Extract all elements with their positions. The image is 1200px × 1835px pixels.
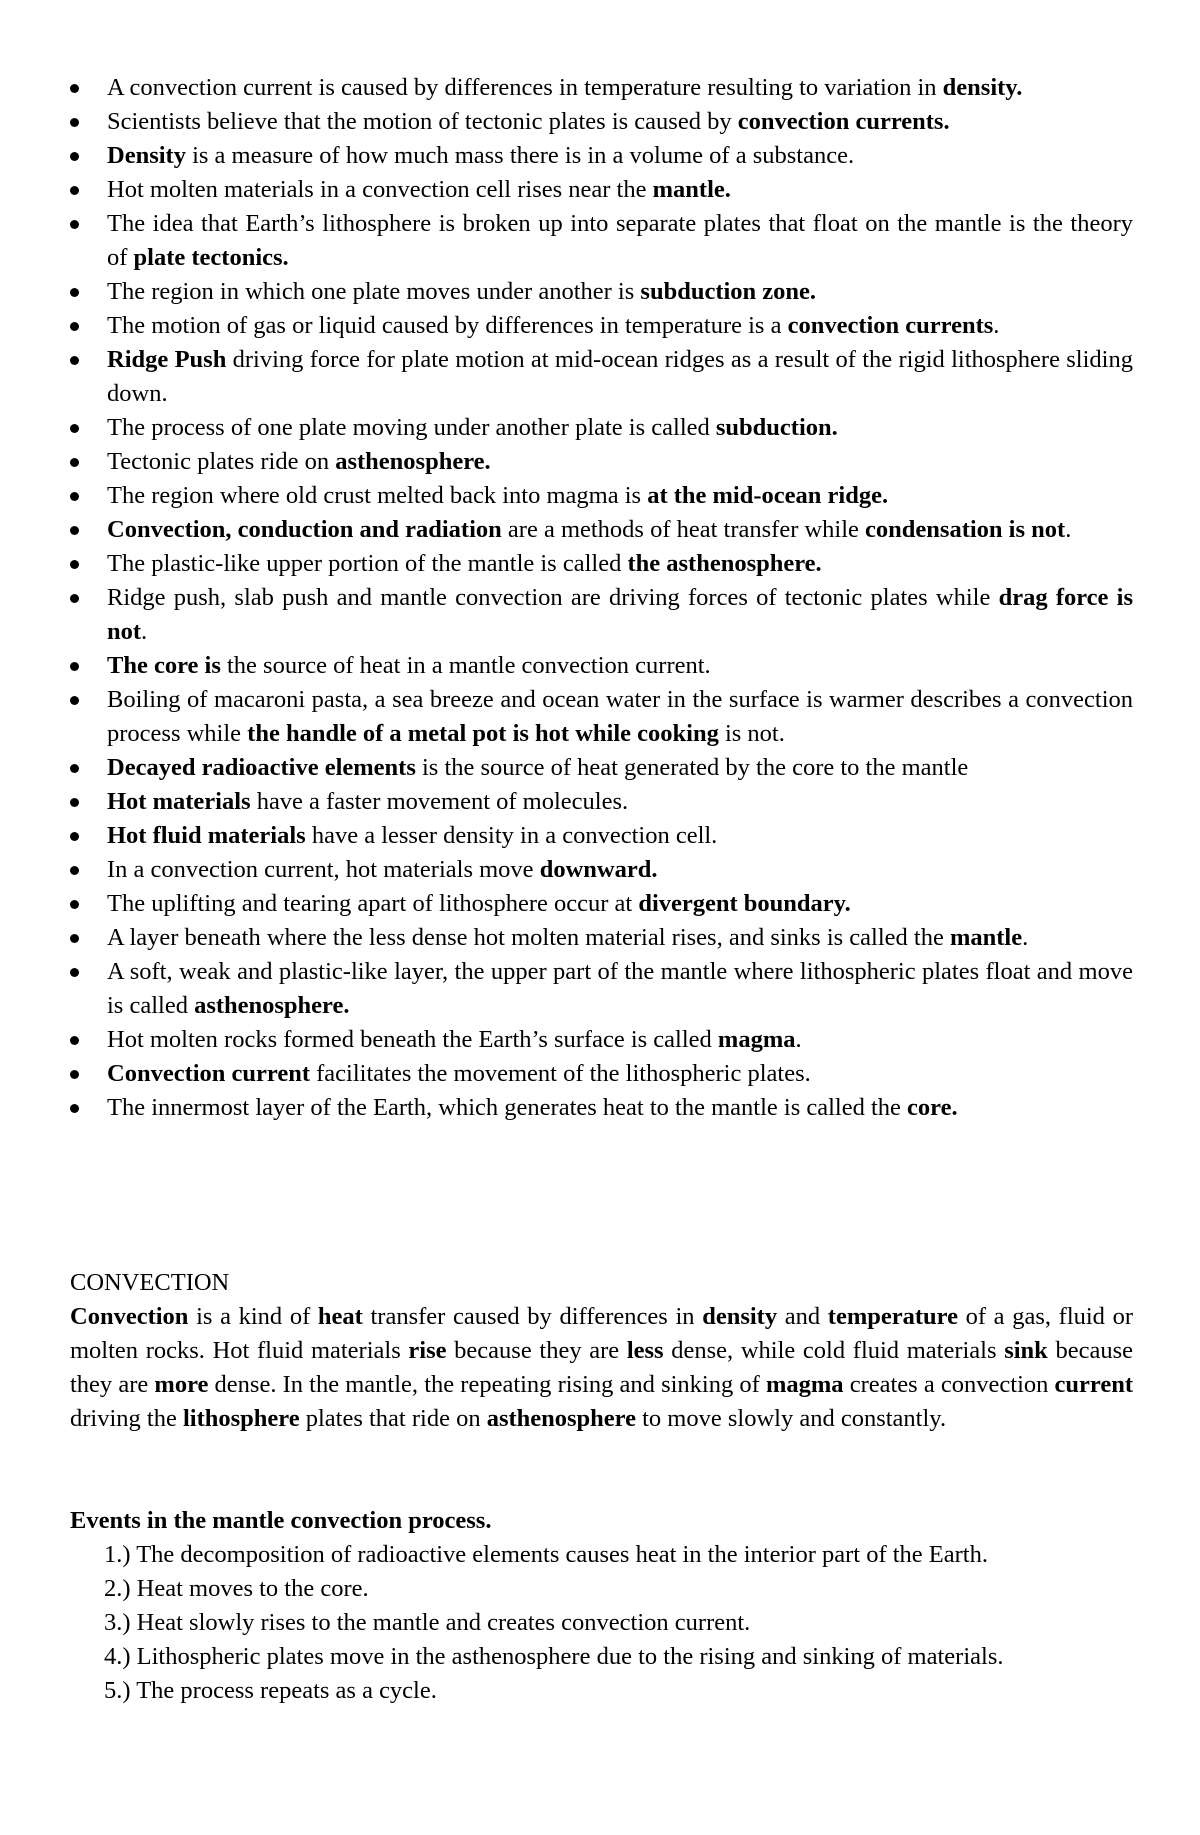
bullet-item: [70, 853, 1133, 887]
bold-text: magma: [717, 1026, 796, 1053]
text-run: of a gas, fluid or molten rocks. Hot fluid materials: [70, 1303, 1134, 1364]
text-run: In a convection current, hot materials move: [107, 856, 540, 883]
bold-text: the asthenosphere.: [627, 550, 822, 577]
bullet-item: [70, 547, 1133, 581]
text-run: The region in which one plate moves under another is: [107, 278, 641, 305]
bold-text: Hot fluid materials: [107, 822, 306, 849]
bullet-dot-icon: [70, 288, 79, 297]
bullet-dot-icon: [70, 1036, 79, 1045]
bullet-item: [70, 581, 1133, 649]
bullet-item: [70, 343, 1133, 411]
bullet-item: [70, 751, 1133, 785]
bullet-dot-icon: [70, 594, 79, 603]
text-run: Hot molten rocks formed beneath the Earth’s surface is called: [107, 1026, 718, 1053]
bold-text: drag force is not: [107, 584, 1133, 645]
bold-text: lithosphere: [182, 1405, 300, 1432]
bullet-item: [70, 139, 1133, 173]
text-run: facilitates the movement of the lithospheric plates.: [310, 1060, 811, 1087]
bullet-dot-icon: [70, 1070, 79, 1079]
bullet-dot-icon: [70, 118, 79, 127]
bold-text: core.: [907, 1094, 958, 1121]
bold-text: Decayed radioactive elements: [107, 754, 416, 781]
bold-text: mantle.: [652, 176, 731, 203]
text-run: because they are: [70, 1337, 1133, 1398]
bold-text: plate tectonics.: [133, 244, 289, 271]
bold-text: rise: [408, 1337, 447, 1364]
bullet-item: [70, 819, 1133, 853]
events-heading: Events in the mantle convection process.: [70, 1507, 492, 1534]
bullet-item: [70, 649, 1133, 683]
bullet-dot-icon: [70, 900, 79, 909]
bold-text: more: [154, 1371, 209, 1398]
bullet-dot-icon: [70, 1104, 79, 1113]
bullet-item: [70, 275, 1133, 309]
event-step: 5.) The process repeats as a cycle.: [104, 1677, 437, 1704]
text-run: transfer caused by differences in: [362, 1303, 703, 1330]
convection-heading: CONVECTION: [70, 1269, 230, 1296]
text-run: and: [777, 1303, 828, 1330]
bold-text: Convection current: [107, 1060, 310, 1087]
text-run: Scientists believe that the motion of tectonic plates is caused by: [107, 108, 738, 135]
bold-text: current: [1054, 1371, 1134, 1398]
bullet-dot-icon: [70, 220, 79, 229]
text-run: are a methods of heat transfer while: [501, 516, 866, 543]
bold-text: subduction.: [715, 414, 838, 441]
bullet-item: [70, 955, 1133, 1023]
bold-text: condensation is not: [865, 516, 1066, 543]
event-step: 4.) Lithospheric plates move in the asthenosphere due to the rising and sinking of materials.: [104, 1643, 1004, 1670]
bullet-item: [70, 309, 1133, 343]
bullet-dot-icon: [70, 560, 79, 569]
text-run: The idea that Earth’s lithosphere is broken up into separate plates that float on the mantle is the theory of: [107, 210, 1133, 271]
text-run: A layer beneath where the less dense hot molten material rises, and sinks is called the: [107, 924, 950, 951]
text-run: The plastic-like upper portion of the mantle is called: [107, 550, 628, 577]
bold-text: sink: [1004, 1337, 1048, 1364]
text-run: The innermost layer of the Earth, which generates heat to the mantle is called the: [107, 1094, 908, 1121]
text-run: Boiling of macaroni pasta, a sea breeze and ocean water in the surface is warmer describes a convection process while: [107, 686, 1133, 747]
bullet-item: [70, 513, 1133, 547]
bold-text: at the mid-ocean ridge.: [647, 482, 889, 509]
bullet-dot-icon: [70, 866, 79, 875]
text-run: driving the: [70, 1405, 183, 1432]
bold-text: asthenosphere.: [194, 992, 350, 1019]
text-run: The uplifting and tearing apart of lithosphere occur at: [107, 890, 639, 917]
bullet-item: [70, 71, 1133, 105]
bold-text: The core is: [107, 652, 221, 679]
bullet-dot-icon: [70, 356, 79, 365]
bullet-item: [70, 105, 1133, 139]
bold-text: Hot materials: [107, 788, 251, 815]
text-run: is a kind of: [188, 1303, 318, 1330]
event-step: 1.) The decomposition of radioactive elements causes heat in the interior part of the Earth.: [104, 1541, 988, 1568]
bullet-dot-icon: [70, 832, 79, 841]
bold-text: subduction zone.: [640, 278, 817, 305]
text-run: A soft, weak and plastic-like layer, the upper part of the mantle where lithospheric plates float and move is called: [107, 958, 1133, 1019]
text-run: The motion of gas or liquid caused by differences in temperature is a: [107, 312, 788, 339]
bold-text: less: [626, 1337, 664, 1364]
text-run: .: [993, 312, 1000, 339]
text-run: .: [141, 618, 148, 645]
bullet-item: [70, 785, 1133, 819]
bold-text: convection currents.: [737, 108, 950, 135]
text-run: .: [1065, 516, 1072, 543]
text-run: have a lesser density in a convection cell.: [305, 822, 718, 849]
text-run: to move slowly and constantly.: [636, 1405, 947, 1432]
bullet-dot-icon: [70, 322, 79, 331]
text-run: dense. In the mantle, the repeating rising and sinking of: [208, 1371, 766, 1398]
bullet-item: [70, 445, 1133, 479]
bullet-item: [70, 683, 1133, 751]
bullet-dot-icon: [70, 152, 79, 161]
bold-text: convection currents: [787, 312, 994, 339]
text-run: creates a convection: [843, 1371, 1055, 1398]
bold-text: heat: [317, 1303, 363, 1330]
bullet-dot-icon: [70, 798, 79, 807]
text-run: driving force for plate motion at mid-ocean ridges as a result of the rigid lithosphere sliding down.: [107, 346, 1133, 407]
bold-text: magma: [765, 1371, 844, 1398]
convection-paragraph: [70, 1300, 1133, 1436]
bullet-dot-icon: [70, 934, 79, 943]
bullet-item: [70, 479, 1133, 513]
text-run: Ridge push, slab push and mantle convection are driving forces of tectonic plates while: [107, 584, 999, 611]
text-run: plates that ride on: [299, 1405, 487, 1432]
bold-text: divergent boundary.: [638, 890, 851, 917]
bullet-dot-icon: [70, 458, 79, 467]
bold-text: asthenosphere.: [335, 448, 491, 475]
text-run: dense, while cold fluid materials: [663, 1337, 1005, 1364]
event-step: 3.) Heat slowly rises to the mantle and creates convection current.: [104, 1609, 751, 1636]
text-run: Hot molten materials in a convection cell rises near the: [107, 176, 653, 203]
bullet-item: [70, 921, 1133, 955]
text-run: The process of one plate moving under another plate is called: [107, 414, 716, 441]
bold-text: the handle of a metal pot is hot while cooking: [247, 720, 719, 747]
bullet-dot-icon: [70, 492, 79, 501]
bullet-item: [70, 411, 1133, 445]
events-list: [104, 1538, 1134, 1708]
bold-text: Density: [107, 142, 186, 169]
bullet-item: [70, 207, 1133, 275]
bullet-dot-icon: [70, 696, 79, 705]
bullet-item: [70, 1091, 1133, 1125]
text-run: is a measure of how much mass there is in a volume of a substance.: [185, 142, 855, 169]
bullet-dot-icon: [70, 424, 79, 433]
bullet-dot-icon: [70, 968, 79, 977]
bullet-dot-icon: [70, 84, 79, 93]
text-run: A convection current is caused by differences in temperature resulting to variation in: [107, 74, 943, 101]
bullet-dot-icon: [70, 764, 79, 773]
text-run: Tectonic plates ride on: [107, 448, 336, 475]
text-run: is not.: [718, 720, 785, 747]
bullet-dot-icon: [70, 526, 79, 535]
bold-text: mantle: [949, 924, 1023, 951]
text-run: .: [795, 1026, 802, 1053]
bullet-item: [70, 173, 1133, 207]
text-run: The region where old crust melted back into magma is: [107, 482, 648, 509]
text-run: because they are: [446, 1337, 627, 1364]
bold-text: Ridge Push: [107, 346, 227, 373]
text-run: have a faster movement of molecules.: [250, 788, 629, 815]
bold-text: downward.: [539, 856, 658, 883]
bullet-item: [70, 887, 1133, 921]
bold-text: temperature: [827, 1303, 958, 1330]
bold-text: asthenosphere: [486, 1405, 636, 1432]
bullet-item: [70, 1057, 1133, 1091]
bullet-dot-icon: [70, 186, 79, 195]
bullet-item: [70, 1023, 1133, 1057]
bold-text: Convection: [70, 1303, 189, 1330]
text-run: the source of heat in a mantle convection current.: [220, 652, 711, 679]
text-run: is the source of heat generated by the core to the mantle: [415, 754, 969, 781]
text-run: .: [1022, 924, 1029, 951]
bold-text: density.: [942, 74, 1023, 101]
bullet-dot-icon: [70, 662, 79, 671]
bold-text: Convection, conduction and radiation: [107, 516, 502, 543]
event-step: 2.) Heat moves to the core.: [104, 1575, 369, 1602]
bullet-list: [70, 71, 1133, 1125]
bold-text: density: [702, 1303, 778, 1330]
